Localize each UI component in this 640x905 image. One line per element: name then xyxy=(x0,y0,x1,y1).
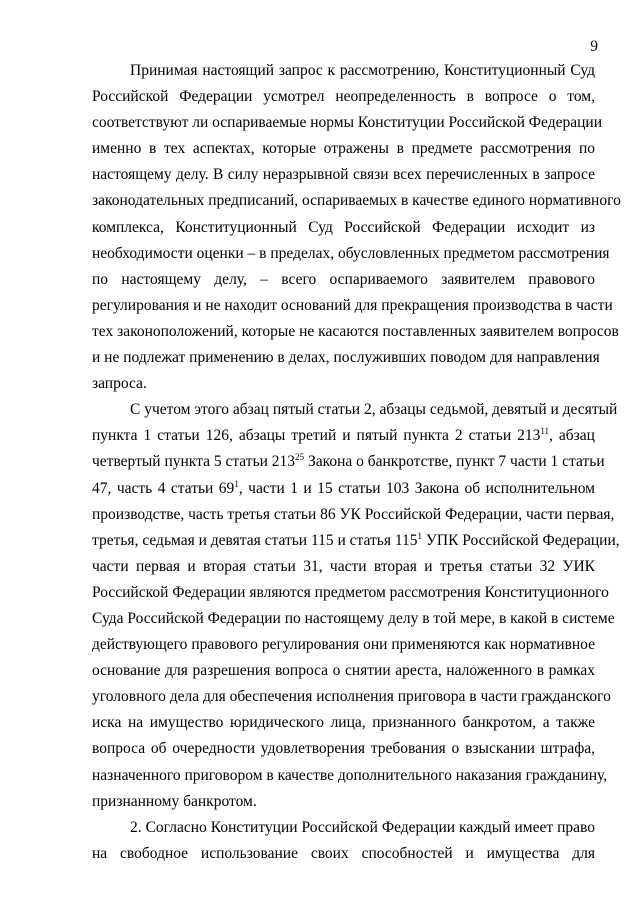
text-line: на свободное использование своих способностей и имущества для xyxy=(92,844,595,862)
text-line: регулирования и не находит оснований для прекращения производства в части xyxy=(92,296,613,314)
text-line: действующего правового регулирования они применяются как нормативное xyxy=(92,636,595,654)
text-line: вопроса об очередности удовлетворения требования о взыскании штрафа, xyxy=(92,740,595,758)
text-line: Российской Федерации усмотрел неопределенность в вопросе о том, xyxy=(92,88,595,106)
text-line: комплекса, Конституционный Суд Российской Федерации исходит из xyxy=(92,218,595,236)
text-line: основание для разрешения вопроса о снятии ареста, наложенного в рамках xyxy=(92,662,595,680)
text-line: Суда Российской Федерации по настоящему делу в той мере, в какой в системе xyxy=(92,609,615,627)
text-line: по настоящему делу, – всего оспариваемого заявителем правового xyxy=(92,270,595,288)
footnote-superscript: 25 xyxy=(295,452,305,463)
footnote-superscript: 11 xyxy=(540,426,550,437)
footnote-superscript: 1 xyxy=(234,478,239,489)
paragraph xyxy=(92,397,620,815)
page-number: 9 xyxy=(590,38,598,55)
text-line: Принимая настоящий запрос к рассмотрению, Конституционный Суд xyxy=(130,62,595,79)
text-line: законодательных предписаний, оспариваемых в качестве единого нормативного xyxy=(92,192,621,210)
text-line: необходимости оценки – в пределах, обусловленных предметом рассмотрения xyxy=(92,244,610,262)
text-line: третья, седьмая и девятая статьи 115 и статья $115^1$ УПК Российской Федерации, xyxy=(92,530,620,549)
text-line: части первая и вторая статьи 31, части вторая и третья статьи 32 УИК xyxy=(92,557,595,575)
text-line: назначенного приговором в качестве дополнительного наказания гражданину, xyxy=(92,766,608,784)
text-line: запроса. xyxy=(92,375,147,393)
text-line: именно в тех аспектах, которые отражены в предмете рассмотрения по xyxy=(92,140,595,158)
text-line: тех законоположений, которые не касаются поставленных заявителем вопросов xyxy=(92,322,619,340)
text-line: уголовного дела для обеспечения исполнения приговора в части гражданского xyxy=(92,688,611,706)
text-line: 2. Согласно Конституции Российской Федерации каждый имеет право xyxy=(130,818,595,836)
text-line: признанному банкротом. xyxy=(92,792,257,810)
text-line: настоящему делу. В силу неразрывной связи всех перечисленных в запросе xyxy=(92,166,595,184)
text-line: 47, часть 4 статьи $69^1$, части 1 и 15 статьи 103 Закона об исполнительном xyxy=(92,478,595,497)
text-line: и не подлежат применению в делах, послуживших поводом для направления xyxy=(92,349,600,367)
paragraph xyxy=(92,815,595,867)
text-line: соответствуют ли оспариваемые нормы Конституции Российской Федерации xyxy=(92,114,602,132)
text-line: Российской Федерации являются предметом рассмотрения Конституционного xyxy=(92,583,609,601)
text-line: пункта 1 статьи 126, абзацы третий и пятый пункта 2 статьи $213^{11}$, абзац xyxy=(92,426,595,445)
document-body xyxy=(92,58,621,867)
footnote-superscript: 1 xyxy=(417,530,423,541)
text-line: С учетом этого абзац пятый статьи 2, абзацы седьмой, девятый и десятый xyxy=(130,401,618,419)
text-line: четвертый пункта 5 статьи $213^{25}$ Закона о банкротстве, пункт 7 части 1 статьи xyxy=(92,452,605,471)
text-line: производстве, часть третья статьи 86 УК Российской Федерации, части первая, xyxy=(92,505,615,523)
paragraph xyxy=(92,58,621,397)
text-line: иска на имущество юридического лица, признанного банкротом, а также xyxy=(92,714,595,732)
